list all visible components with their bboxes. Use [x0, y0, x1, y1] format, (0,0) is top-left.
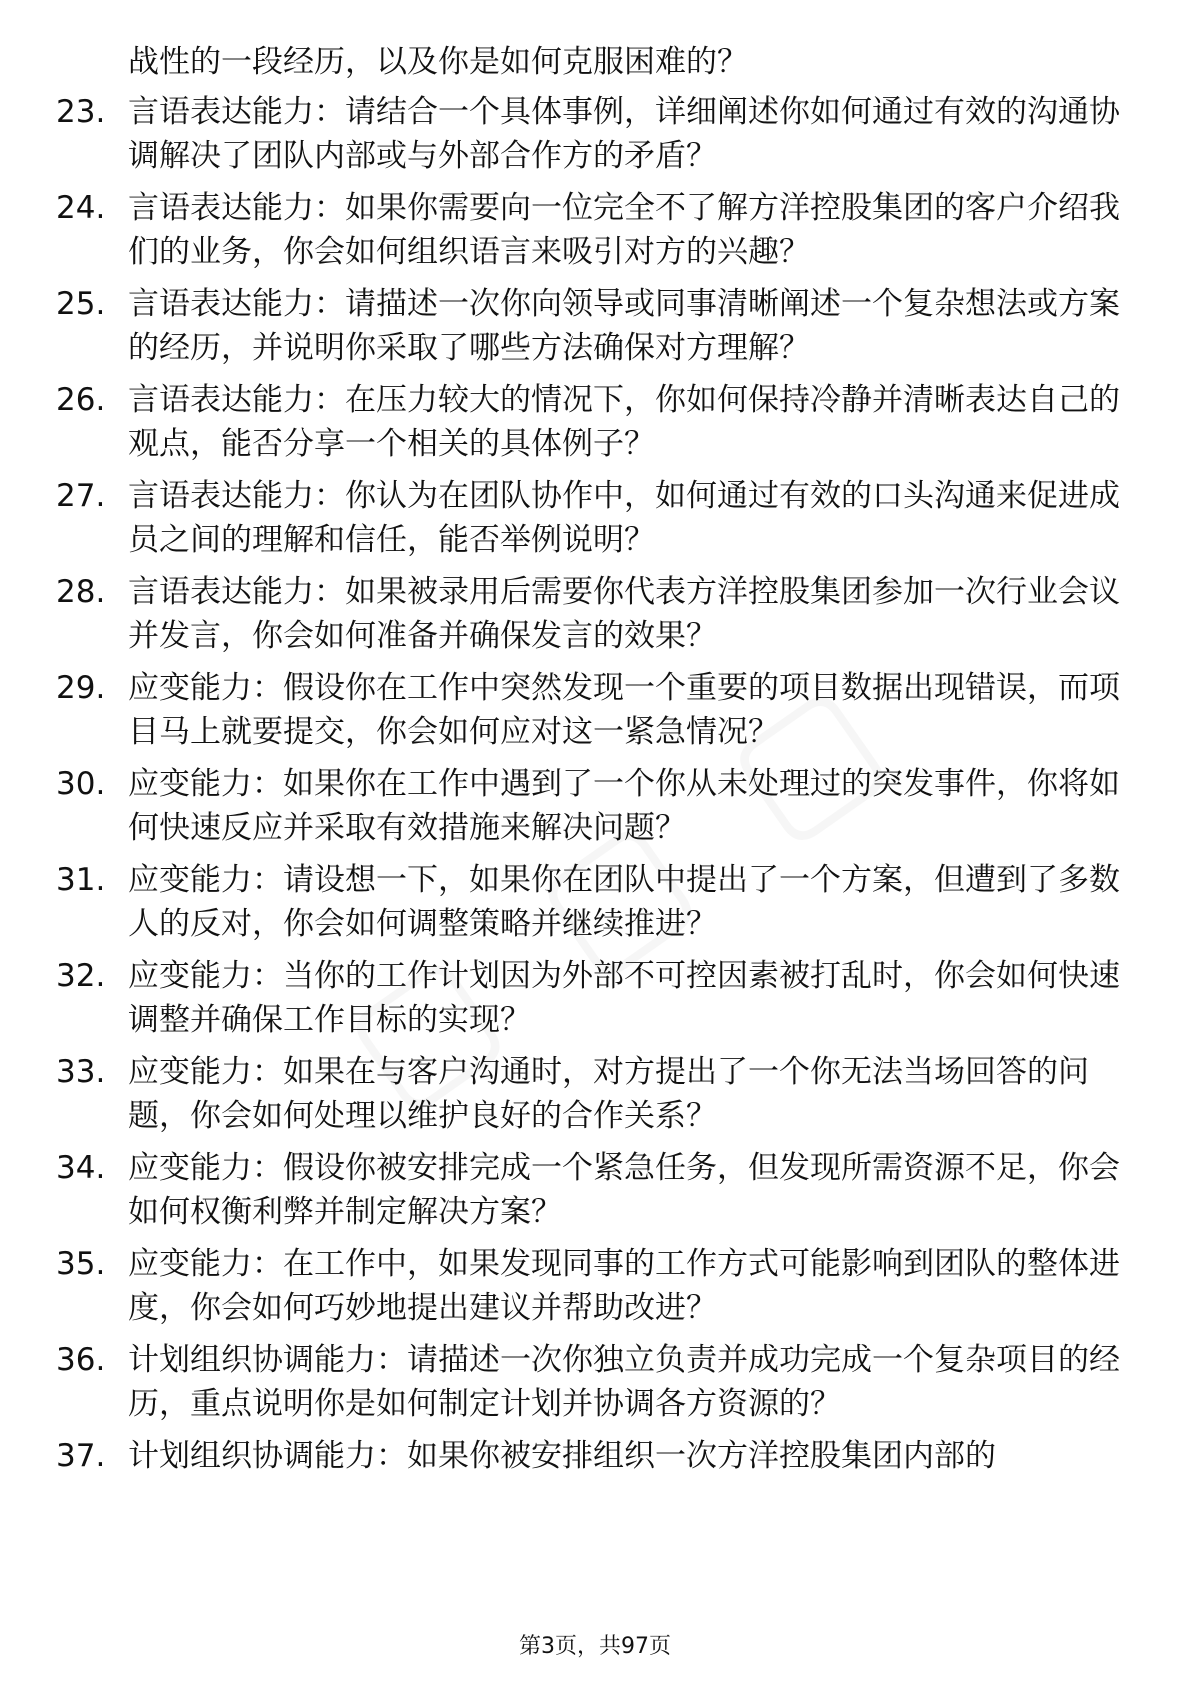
question-number: 35.	[56, 1246, 106, 1282]
question-item	[0, 666, 1190, 754]
question-number: 23.	[56, 94, 106, 130]
question-text: 计划组织协调能力：请描述一次你独立负责并成功完成一个复杂项目的经历，重点说明你是如何制定计划并协调各方资源的？	[128, 1342, 1120, 1422]
page-footer: 第3页，共97页	[519, 1634, 671, 1659]
question-text: 应变能力：当你的工作计划因为外部不可控因素被打乱时，你会如何快速调整并确保工作目标的实现？	[128, 958, 1120, 1038]
question-number: 28.	[56, 574, 106, 610]
question-item	[0, 1434, 1190, 1478]
question-number: 27.	[56, 478, 106, 514]
question-number: 25.	[56, 286, 106, 322]
question-text: 言语表达能力：请描述一次你向领导或同事清晰阐述一个复杂想法或方案的经历，并说明你采取了哪些方法确保对方理解？	[128, 286, 1120, 366]
question-item	[0, 186, 1190, 274]
question-text: 言语表达能力：你认为在团队协作中，如何通过有效的口头沟通来促进成员之间的理解和信任，能否举例说明？	[128, 478, 1120, 558]
question-item	[0, 1338, 1190, 1426]
question-number: 24.	[56, 190, 106, 226]
question-item	[0, 90, 1190, 178]
question-number: 37.	[56, 1438, 106, 1474]
question-number: 26.	[56, 382, 106, 418]
question-text: 应变能力：请设想一下，如果你在团队中提出了一个方案，但遭到了多数人的反对，你会如何调整策略并继续推进？	[128, 862, 1120, 942]
question-number: 32.	[56, 958, 106, 994]
page-content	[0, 40, 1190, 1486]
question-number: 36.	[56, 1342, 106, 1378]
question-item	[0, 378, 1190, 466]
question-item	[0, 1146, 1190, 1234]
question-text: 言语表达能力：如果被录用后需要你代表方洋控股集团参加一次行业会议并发言，你会如何准备并确保发言的效果？	[128, 574, 1120, 654]
question-text: 应变能力：如果在与客户沟通时，对方提出了一个你无法当场回答的问题，你会如何处理以维护良好的合作关系？	[128, 1054, 1089, 1134]
question-item	[0, 474, 1190, 562]
question-item	[0, 1050, 1190, 1138]
continuation-text: 战性的一段经历，以及你是如何克服困难的？	[128, 44, 748, 80]
question-item	[0, 570, 1190, 658]
question-item	[0, 858, 1190, 946]
question-text: 言语表达能力：请结合一个具体事例，详细阐述你如何通过有效的沟通协调解决了团队内部或与外部合作方的矛盾？	[128, 94, 1120, 174]
question-text: 应变能力：如果你在工作中遇到了一个你从未处理过的突发事件，你将如何快速反应并采取有效措施来解决问题？	[128, 766, 1120, 846]
question-list	[0, 90, 1190, 1478]
question-item	[0, 282, 1190, 370]
question-item	[0, 1242, 1190, 1330]
question-number: 29.	[56, 670, 106, 706]
question-text: 言语表达能力：如果你需要向一位完全不了解方洋控股集团的客户介绍我们的业务，你会如何组织语言来吸引对方的兴趣？	[128, 190, 1120, 270]
question-number: 33.	[56, 1054, 106, 1090]
question-text: 应变能力：假设你在工作中突然发现一个重要的项目数据出现错误，而项目马上就要提交，你会如何应对这一紧急情况？	[128, 670, 1120, 750]
question-item	[0, 762, 1190, 850]
question-text: 应变能力：假设你被安排完成一个紧急任务，但发现所需资源不足，你会如何权衡利弊并制定解决方案？	[128, 1150, 1120, 1230]
question-text: 言语表达能力：在压力较大的情况下，你如何保持冷静并清晰表达自己的观点，能否分享一个相关的具体例子？	[128, 382, 1120, 462]
question-item	[0, 954, 1190, 1042]
question-text: 应变能力：在工作中，如果发现同事的工作方式可能影响到团队的整体进度，你会如何巧妙地提出建议并帮助改进？	[128, 1246, 1120, 1326]
question-number: 30.	[56, 766, 106, 802]
question-text: 计划组织协调能力：如果你被安排组织一次方洋控股集团内部的	[128, 1438, 996, 1474]
question-number: 31.	[56, 862, 106, 898]
question-number: 34.	[56, 1150, 106, 1186]
